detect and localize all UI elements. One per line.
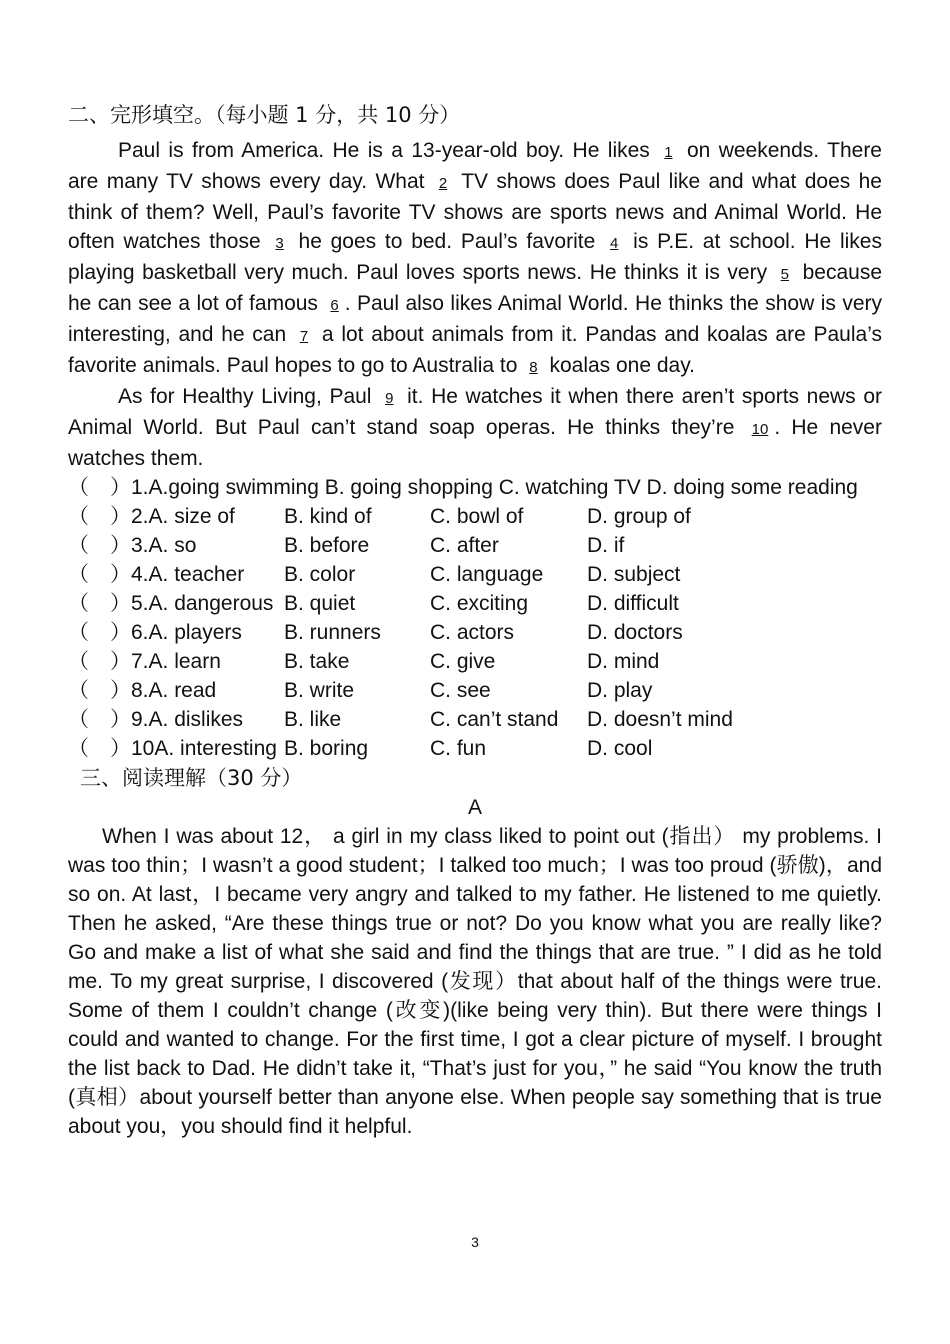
question-option-a: （ ）8.A. read <box>68 679 217 702</box>
question-option-a: （ ）9.A. dislikes <box>68 708 244 731</box>
question-row <box>68 618 882 647</box>
question-row <box>68 705 882 734</box>
text-segment: he goes to bed. Paul’s favorite <box>298 230 596 253</box>
passage-label: A <box>467 796 482 819</box>
section-2-heading: 二、完形填空。（每小题 1 分，共 10 分） <box>68 103 461 127</box>
question-option-d: D. cool <box>587 737 653 760</box>
question-option-a: （ ）2.A. size of <box>68 505 235 528</box>
question-row <box>68 647 882 676</box>
question-1: （ ）1.A.going swimming B. going shopping C. watching TV D. doing some reading <box>68 476 858 499</box>
question-option-b: B. runners <box>284 621 381 644</box>
question-option-c: C. give <box>430 650 496 673</box>
question-option-a: （ ）7.A. learn <box>68 650 221 673</box>
blank-8: 8 <box>529 359 538 376</box>
question-option-d: D. doctors <box>587 621 683 644</box>
blank-4: 4 <box>610 235 619 252</box>
blank-1: 1 <box>664 144 673 161</box>
text-segment: TV shows does Paul like and what does he think of them? Well, Paul’s favorite TV shows are sports news and Animal World. He often watches those <box>68 170 882 253</box>
question-option-a: （ ）10A. interesting <box>68 737 277 760</box>
question-option-b: B. boring <box>284 737 369 760</box>
blank-7: 7 <box>299 328 309 345</box>
page-number: 3 <box>471 1234 479 1250</box>
text-segment: koalas one day. <box>549 354 696 377</box>
question-option-b: B. before <box>284 534 370 557</box>
question-option-d: D. mind <box>587 650 660 673</box>
question-option-b: B. quiet <box>284 592 356 615</box>
question-option-b: B. kind of <box>284 505 372 528</box>
question-option-a: （ ）6.A. players <box>68 621 242 644</box>
question-option-c: C. see <box>430 679 491 702</box>
question-row <box>68 531 882 560</box>
question-option-b: B. color <box>284 563 356 586</box>
question-row <box>68 589 882 618</box>
question-option-d: D. doesn’t mind <box>587 708 733 731</box>
blank-5: 5 <box>780 266 790 283</box>
question-option-c: C. bowl of <box>430 505 524 528</box>
question-option-a: （ ）3.A. so <box>68 534 197 557</box>
blank-10: 10 <box>751 421 769 438</box>
text-segment: on weekends. There are many TV shows every day. What <box>68 139 882 193</box>
cloze-paragraph-1 <box>68 136 882 382</box>
question-option-a: （ ）4.A. teacher <box>68 563 245 586</box>
question-option-a: （ ）5.A. dangerous <box>68 592 274 615</box>
text-segment: As for Healthy Living, Paul <box>118 385 372 408</box>
text-segment: . Paul also likes Animal World. He thinks the show is very interesting, and he can <box>68 292 882 346</box>
blank-6: 6 <box>330 297 339 314</box>
question-row <box>68 676 882 705</box>
question-option-b: B. take <box>284 650 350 673</box>
text-segment: is P.E. at school. He likes playing basketball very much. Paul loves sports news. He thinks it is very <box>68 230 882 284</box>
question-option-c: C. language <box>430 563 544 586</box>
blank-2: 2 <box>438 175 448 192</box>
section-3-heading: 三、阅读理解（30 分） <box>80 766 303 790</box>
question-option-c: C. can’t stand <box>430 708 559 731</box>
question-option-d: D. group of <box>587 505 691 528</box>
reading-passage-a: When I was about 12， a girl in my class liked to point out (指出） my problems. I was too thin；I wasn’t a good student；I talked too much；I was too proud (骄傲)，and so on. At last，I became very angry and talked to my father. He listened to me quietly. Then he asked, “Are these things true or not? Do you know what you are really like? Go and make a list of what she said and find the things that are true. ” I did as he told me. To my great surprise, I discovered (发现）that about half of the things were true. Some of them I couldn’t change (改变)(like being very thin). But there were things I could and wanted to change. For the first time, I got a clear picture of myself. I brought the list back to Dad. He didn’t take it, “That’s just for you，” he said “You know the truth (真相）about yourself better than anyone else. When people say something that is true about you，you should find it helpful. <box>68 825 882 1138</box>
question-option-d: D. difficult <box>587 592 679 615</box>
text-segment: because he can see a lot of famous <box>68 261 883 315</box>
question-option-c: C. actors <box>430 621 515 644</box>
blank-3: 3 <box>275 235 284 252</box>
question-option-c: C. fun <box>430 737 487 760</box>
question-option-d: D. if <box>587 534 625 557</box>
text-segment: it. He watches it when there aren’t sports news or Animal World. But Paul can’t stand soap operas. He thinks they’re <box>68 385 882 439</box>
text-segment: . He never watches them. <box>68 416 882 470</box>
cloze-paragraph-2 <box>68 382 882 473</box>
blank-9: 9 <box>385 390 394 407</box>
question-row <box>68 734 882 763</box>
text-segment: Paul is from America. He is a 13-year-old boy. He likes <box>118 139 650 162</box>
question-list <box>68 502 882 763</box>
question-option-b: B. write <box>284 679 355 702</box>
question-option-d: D. play <box>587 679 653 702</box>
question-option-c: C. exciting <box>430 592 529 615</box>
question-row <box>68 502 882 531</box>
question-row <box>68 560 882 589</box>
question-option-c: C. after <box>430 534 499 557</box>
worksheet-page <box>68 100 882 1141</box>
question-option-d: D. subject <box>587 563 681 586</box>
question-option-b: B. like <box>284 708 342 731</box>
text-segment: a lot about animals from it. Pandas and koalas are Paula’s favorite animals. Paul hopes to go to Australia to <box>68 323 882 377</box>
